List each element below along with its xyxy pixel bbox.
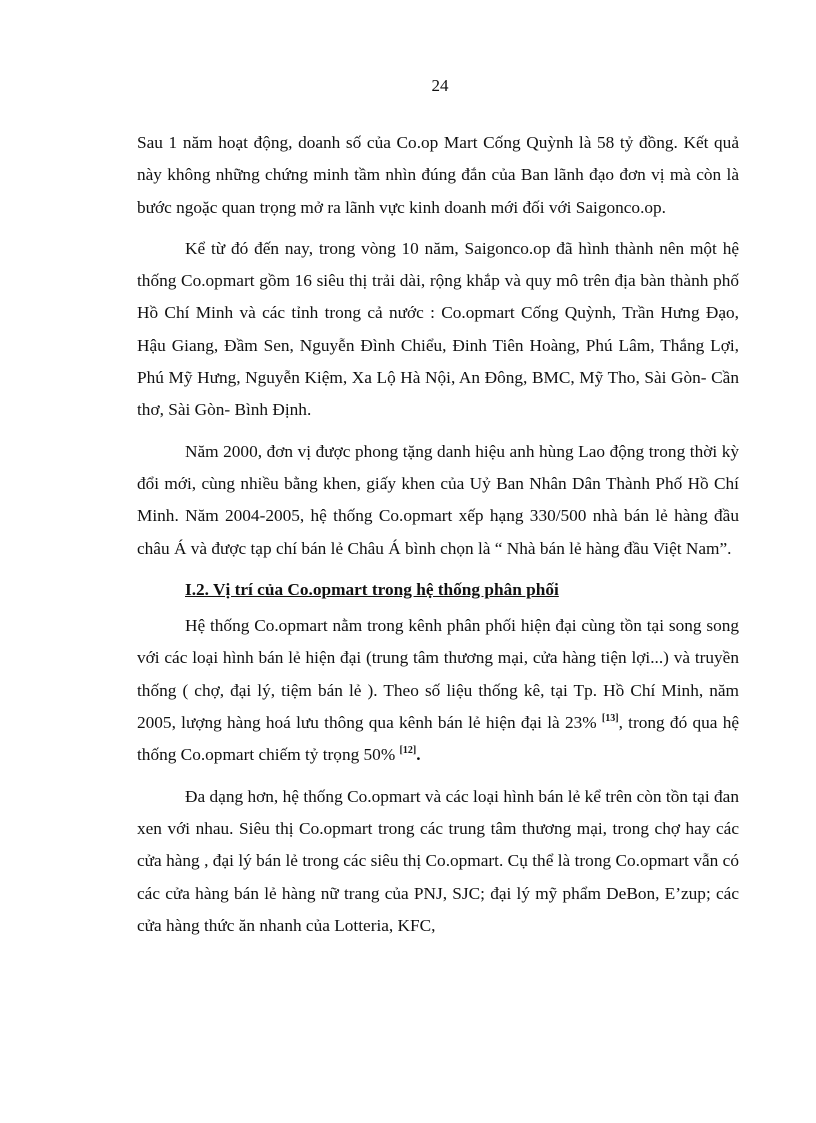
- paragraph-distribution-position: [137, 610, 739, 771]
- paragraph-continuation: Sau 1 năm hoạt động, doanh số của Co.op Mart Cống Quỳnh là 58 tỷ đồng. Kết quả này không những chứng minh tầm nhìn đúng đắn của Ban lãnh đạo đơn vị mà còn là bước ngoặc quan trọng mở ra lãnh vực kinh doanh mới đối với Saigonco.op.: [137, 133, 739, 217]
- paragraph-awards: Năm 2000, đơn vị được phong tặng danh hiệu anh hùng Lao động trong thời kỳ đổi mới, cùng nhiều bằng khen, giấy khen của Uỷ Ban Nhân Dân Thành Phố Hồ Chí Minh. Năm 2004-2005, hệ thống Co.opmart xếp hạng 330/500 nhà bán lẻ hàng đầu châu Á và được tạp chí bán lẻ Châu Á bình chọn là “ Nhà bán lẻ hàng đầu Việt Nam”.: [137, 441, 739, 558]
- document-body: [137, 127, 739, 951]
- citation-ref: [12]: [399, 745, 417, 757]
- paragraph-system-history: Kể từ đó đến nay, trong vòng 10 năm, Saigonco.op đã hình thành nên một hệ thống Co.opmart gồm 16 siêu thị trải dài, rộng khắp và quy mô trên địa bàn thành phố Hồ Chí Minh và các tỉnh trong cả nước : Co.opmart Cống Quỳnh, Trần Hưng Đạo, Hậu Giang, Đầm Sen, Nguyễn Đình Chiểu, Đinh Tiên Hoàng, Phú Lâm, Thắng Lợi, Phú Mỹ Hưng, Nguyễn Kiệm, Xa Lộ Hà Nội, An Đông, BMC, Mỹ Tho, Sài Gòn- Cần thơ, Sài Gòn- Bình Định.: [137, 238, 739, 420]
- page-number: 24: [431, 76, 449, 95]
- citation-ref: [13]: [601, 713, 619, 725]
- paragraph-text-part: .: [416, 745, 421, 765]
- paragraph-text-part: , trong đó qua hệ thống Co.opmart chiếm tỷ trọng 50%: [137, 713, 740, 765]
- paragraph-coexistence: Đa dạng hơn, hệ thống Co.opmart và các loại hình bán lẻ kể trên còn tồn tại đan xen với nhau. Siêu thị Co.opmart trong các trung tâm thương mại, trong chợ hay các cửa hàng , đại lý bán lẻ trong các siêu thị Co.opmart. Cụ thể là trong Co.opmart vẫn có các cửa hàng bán lẻ hàng nữ trang của PNJ, SJC; đại lý mỹ phẩm DeBon, E’zup; các cửa hàng thức ăn nhanh của Lotteria, KFC,: [137, 786, 739, 935]
- paragraph-text-part: Hệ thống Co.opmart nằm trong kênh phân phối hiện đại cùng tồn tại song song với các loại hình bán lẻ hiện đại (trung tâm thương mại, cửa hàng tiện lợi...) và truyền thống ( chợ, đại lý, tiệm bán lẻ ). Theo số liệu thống kê, tại Tp. Hồ Chí Minh, năm 2005, lượng hàng hoá lưu thông qua kênh bán lẻ hiện đại là 23%: [137, 616, 739, 733]
- section-heading: I.2. Vị trí của Co.opmart trong hệ thống phân phối: [185, 579, 559, 599]
